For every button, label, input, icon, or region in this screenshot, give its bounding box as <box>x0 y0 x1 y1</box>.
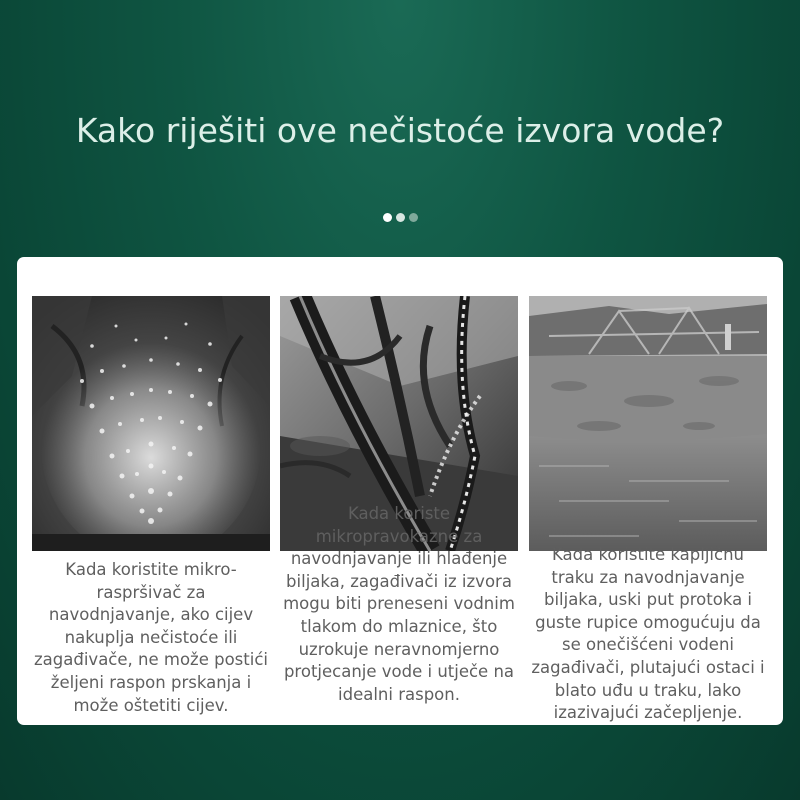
panel-3 <box>529 296 767 725</box>
carousel-pager <box>0 213 800 222</box>
panel-1-description: Kada koristite mikro-raspršivač za navodnjavanje, ako cijev nakuplja nečistoće ili zagađivače, ne može postići željeni raspon prskanja i može oštetiti cijev. <box>34 560 268 715</box>
content-card <box>17 257 783 725</box>
panel-2 <box>280 296 518 706</box>
page-title: Kako riješiti ove nečistoće izvora vode? <box>75 111 725 150</box>
bubbles-underwater-photo <box>32 296 270 551</box>
pager-dot-1[interactable] <box>383 213 392 222</box>
pager-dot-2[interactable] <box>396 213 405 222</box>
panel-2-description: Kada koriste mikropravokazne za navodnjavanje ili hlađenje biljaka, zagađivači iz izvora mogu biti preneseni vodnim tlakom do mlaznice, što uzrokuje neravnomjerno protjecanje vode i utječe na idealni raspon. <box>283 504 515 704</box>
pager-dot-3[interactable] <box>409 213 418 222</box>
muddy-pond-photo <box>529 296 767 551</box>
panel-1 <box>32 296 270 717</box>
panel-3-description: Kada koristite kapljičnu traku za navodnjavanje biljaka, uski put protoka i guste rupice omogućuju da se onečišćeni vodeni zagađivači, plutajući ostaci i blato uđu u traku, lako izazivajući začepljenje. <box>531 545 765 723</box>
